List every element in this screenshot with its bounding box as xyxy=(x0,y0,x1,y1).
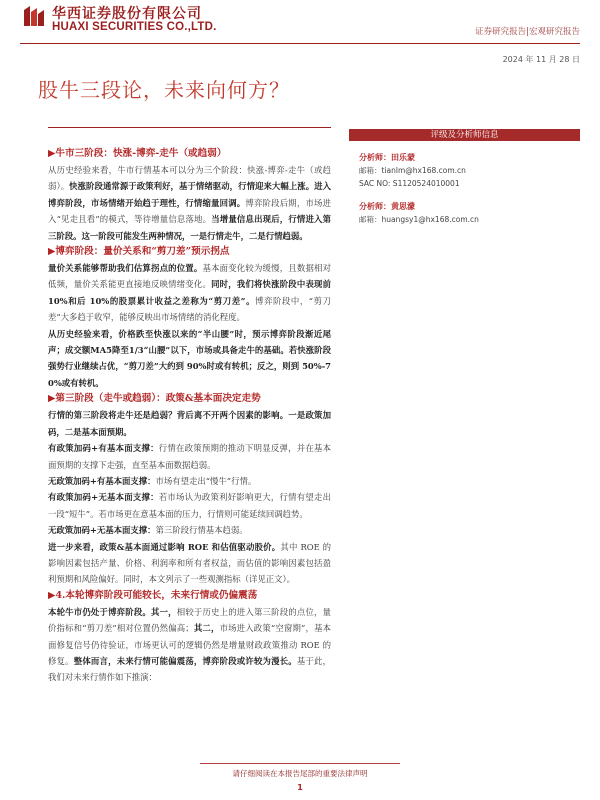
section-heading-1: ▶牛市三阶段：快涨-博弈-走牛（或趋弱） xyxy=(48,148,227,159)
report-title: 股牛三段论，未来向何方？ xyxy=(38,78,290,102)
report-date: 2024 年 11 月 28 日 xyxy=(502,55,580,64)
company-name-cn: 华西证券股份有限公司 xyxy=(52,6,202,22)
section-3-paragraph-1: 行情的第三阶段将走牛还是趋弱？背后离不开两个因素的影响。一是政策加码，二是基本面预期。 xyxy=(48,410,331,437)
analyst-box-header: 评级及分析师信息 xyxy=(349,129,580,141)
section-4-paragraph: 本轮牛市仍处于博弈阶段。其一，相较于历史上的进入第三阶段的点位，量价指标和“剪刀差”相对位置仍然偏高；其二，市场进入政策“空窗期”，基本面修复信号仍待验证，市场更认可的逻辑仍然是增量财政政策推动 ROE 的修复。整体而言，未来行情可能偏震荡，博弈阶段或许较为漫长。基于此，我们对未来行情作如下推演： xyxy=(48,606,331,683)
section-1-paragraph: 从历史经验来看，牛市行情基本可以分为三个阶段：快涨-博弈-走牛（或趋弱）。快涨阶段通常源于政策利好，基于情绪驱动，行情迎来大幅上涨。进入博弈阶段，市场情绪开始趋于理性，行情缩量回调。博弈阶段后期，市场进入“见走且看”的模式，等待增量信息落地。当增量信息出现后，行情进入第三阶段。这一阶段可能发生两种情况，一是行情走牛，二是行情趋弱。 xyxy=(48,165,331,241)
scenario-fundamental-only: 无政策加码+有基本面支撑：市场有望走出“慢牛”行情。 xyxy=(48,475,257,486)
footer-divider xyxy=(200,763,400,764)
header-divider xyxy=(20,43,580,44)
analyst-sac-number: SAC NO: S1120524010001 xyxy=(359,179,460,188)
company-name-en: HUAXI SECURITIES CO.,LTD. xyxy=(52,21,217,33)
section-heading-3: ▶第三阶段（走牛或趋弱）：政策&基本面决定走势 xyxy=(48,393,261,405)
section-3-paragraph-roe: 进一步来看，政策&基本面通过影响 ROE 和估值驱动股价。其中 ROE 的影响因素包括产量、价格、利润率和所有者权益，而估值的影响因素包括盈利预期和风险偏好。同时，本文列示了一些观测指标（详见正文）。 xyxy=(48,541,331,585)
analyst-email[interactable]: 邮箱：tianlm@hx168.com.cn xyxy=(359,166,466,175)
scenario-neither: 无政策加码+无基本面支撑：第三阶段行情基本趋弱。 xyxy=(48,525,248,536)
section-2-paragraph-2: 从历史经验来看，价格跌至快涨以来的“半山腰”时，预示博弈阶段渐近尾声；成交额MA5降至1/3“山腰”以下，市场或具备走牛的基础。若快涨阶段强势行业继续占优，“剪刀差”大约到 90%时或有转机；反之，则到 50%-70%或有转机。 xyxy=(48,328,331,388)
section-heading-4: ▶4.本轮博弈阶段可能较长，未来行情或仍偏震荡 xyxy=(48,589,258,601)
analyst-card-2 xyxy=(349,190,580,226)
legal-disclaimer-notice: 请仔细阅读在本报告尾部的重要法律声明 xyxy=(232,769,368,778)
section-2-paragraph-1: 量价关系能够帮助我们估算拐点的位置。基本面变化较为缓慢，且数据相对低频，量价关系能更直接地反映情绪变化。同时，我们将快涨阶段中表现前 10%和后 10%的股票累计收益之差称为“剪刀差”。博弈阶段中，“剪刀差”大多趋于收窄，能够反映出市场情绪的消化程度。 xyxy=(48,263,331,323)
scenario-policy-only: 有政策加码+无基本面支撑：若市场认为政策利好影响更大，行情有望走出一段“短牛”。若市场更在意基本面的压力，行情则可能延续回调趋势。 xyxy=(48,492,331,519)
analyst-name: 分析师：田乐蒙 xyxy=(359,153,415,162)
summary-column xyxy=(48,127,331,757)
scenario-policy-fundamental: 有政策加码+有基本面支撑：行情在政策预期的推动下明显反弹，并在基本面预期的支撑下走强，直至基本面数据趋弱。 xyxy=(48,443,331,470)
analyst-name: 分析师：黄思濛 xyxy=(359,202,415,211)
analyst-card-1 xyxy=(349,141,580,190)
huaxi-logo-icon xyxy=(22,4,46,28)
summary-top-divider xyxy=(48,127,331,128)
section-heading-2: ▶博弈阶段：量价关系和“剪刀差”预示拐点 xyxy=(48,246,230,258)
analyst-info-box xyxy=(349,129,580,274)
analyst-email[interactable]: 邮箱：huangsy1@hx168.com.cn xyxy=(359,215,479,224)
report-type-label: 证券研究报告|宏观研究报告 xyxy=(475,27,580,37)
page-number: 1 xyxy=(297,783,303,792)
